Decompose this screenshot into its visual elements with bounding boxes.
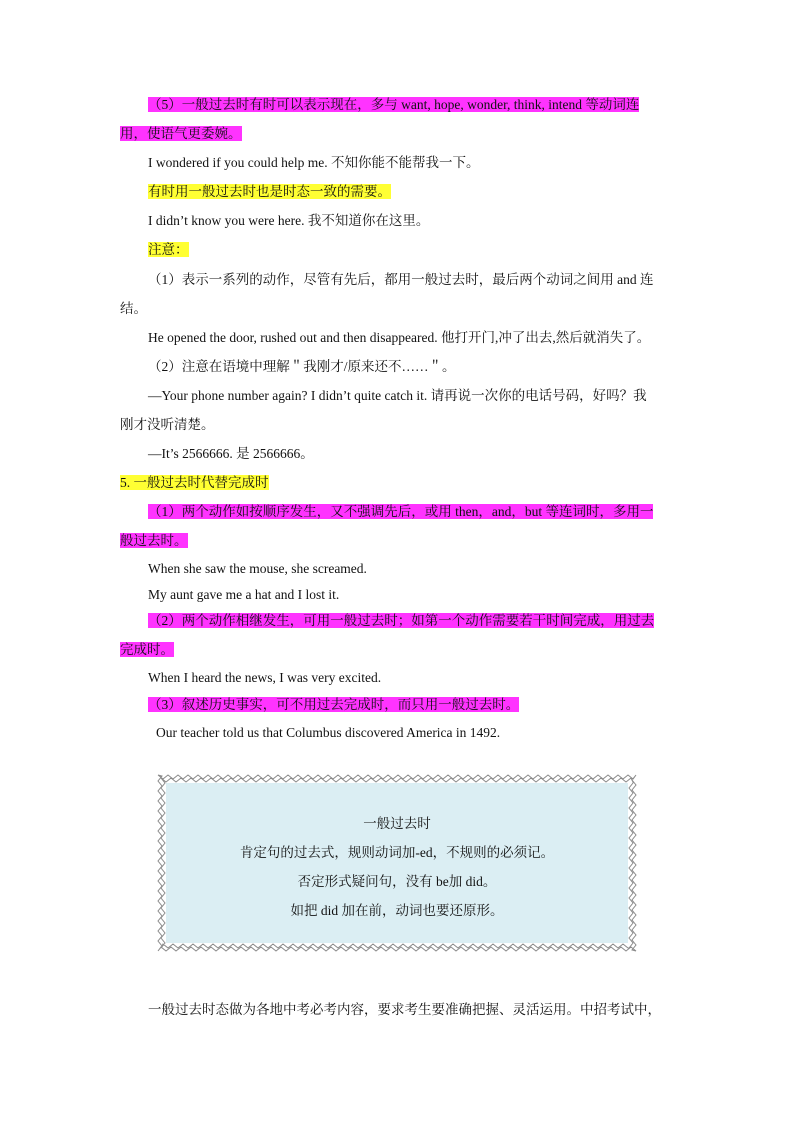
attention-point-2: （2）注意在语境中理解＂我刚才/原来还不……＂。: [148, 359, 456, 374]
rule-1-line-2: 般过去时。: [120, 533, 188, 548]
footer-paragraph: 一般过去时态做为各地中考必考内容，要求考生要准确把握、灵活运用。中招考试中，: [148, 1002, 661, 1017]
example-sentence: My aunt gave me a hat and I lost it.: [148, 587, 340, 602]
summary-line: 否定形式疑问句，没有 be加 did。: [297, 874, 497, 889]
summary-line: 肯定句的过去式，规则动词加-ed，不规则的必须记。: [239, 845, 555, 860]
rule-2-line-1: （2）两个动作相继发生，可用一般过去时；如第一个动作需要若干时间完成，用过去: [148, 613, 655, 628]
summary-title: 一般过去时: [363, 816, 431, 831]
dialogue-line-1: —Your phone number again? I didn’t quite catch it. 请再说一次你的电话号码，好吗？我: [148, 388, 647, 403]
example-sentence: Our teacher told us that Columbus discovered America in 1492.: [156, 725, 501, 740]
attention-point-1-line-2: 结。: [120, 301, 147, 316]
rule-3: （3）叙述历史事实，可不用过去完成时，而只用一般过去时。: [148, 697, 520, 712]
rule-2-line-2: 完成时。: [120, 642, 174, 657]
note-5-line-1: （5）一般过去时有时可以表示现在，多与 want, hope, wonder, think, intend 等动词连: [148, 97, 640, 112]
example-sentence: I wondered if you could help me. 不知你能不能帮我一下。: [148, 155, 480, 170]
summary-box-content: [166, 783, 628, 943]
example-sentence: When she saw the mouse, she screamed.: [148, 561, 367, 576]
dialogue-line-3: —It’s 2566666. 是 2566666。: [148, 446, 314, 461]
example-sentence: When I heard the news, I was very excited.: [148, 670, 382, 685]
dialogue-line-2: 刚才没听清楚。: [120, 417, 215, 432]
attention-heading: 注意：: [148, 242, 189, 257]
note-5-line-2: 用，使语气更委婉。: [120, 126, 242, 141]
tense-agreement-note: 有时用一般过去时也是时态一致的需要。: [148, 184, 391, 199]
example-sentence: He opened the door, rushed out and then disappeared. 他打开门,冲了出去,然后就消失了。: [148, 330, 651, 345]
section-heading: 5. 一般过去时代替完成时: [120, 475, 269, 490]
summary-box: [157, 774, 637, 952]
attention-point-1-line-1: （1）表示一系列的动作，尽管有先后，都用一般过去时，最后两个动词之间用 and 连: [148, 272, 654, 287]
example-sentence: I didn’t know you were here. 我不知道你在这里。: [148, 213, 430, 228]
summary-line: 如把 did 加在前，动词也要还原形。: [290, 903, 504, 918]
rule-1-line-1: （1）两个动作如按顺序发生，又不强调先后，或用 then，and，but 等连词时，多用一: [148, 504, 654, 519]
